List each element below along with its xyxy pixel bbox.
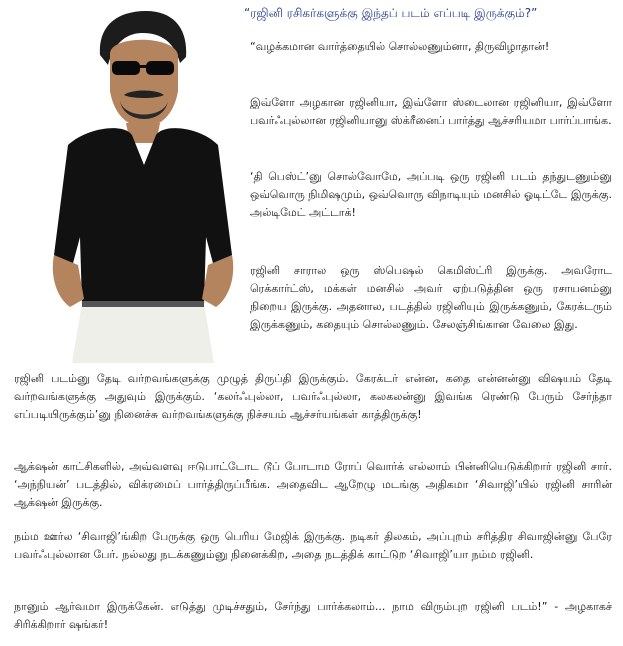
answer-paragraph: ‘தி பெஸ்ட்’னு சொல்வோமே, அப்படி ஒரு ரஜினி படம் தந்துடணும்னு ஒவ்வொரு நிமிஷமும், ஒவ்வொரு விநாடியும் மனசில் ஓடிட்டே இருக்கு. அல்டிமேட் அட்டாக்! (250, 170, 612, 219)
answer-paragraph: ரஜினி சாரால ஒரு ஸ்பெஷல் கெமிஸ்ட்ரி இருக்கு. அவரோட ரெக்கார்ட்ஸ், மக்கள் மனசில் அவர் ஏற்படுத்தின ஒரு ரசாயனம்னு நிறைய இருக்கு. அதனால, படத்தில் ரஜினியும் இருக்கணும், கேரக்டரும் இருக்கணும், கதையும் சொல்லணும். சேலஞ்சிங்கான வேலை இது. (250, 264, 612, 331)
answer-paragraph: ஆக்‌ஷன் காட்சிகளில், அவ்வளவு ஈடுபாட்டோட டூப் போடாம ரோப் வொர்க் எல்லாம் பின்னியெடுக்கிறார் ரஜினி சார். ‘அந்நியன்’ படத்தில், விக்ரமைப் பார்த்திருப்பீங்க. அதைவிட ஆறேழு மடங்கு அதிகமா ‘சிவாஜி’யில் ரஜினி சாரின் ஆக்‌ஷன் இருக்கு. (14, 460, 612, 509)
rajini-photo (28, 5, 240, 363)
answer-paragraph: இவ்ளோ அழகான ரஜினியா, இவ்ளோ ஸ்டைலான ரஜினியா, இவ்ளோ பவர்ஃபுல்லான ரஜினியானு ஸ்க்ரீனைப் பார்த்து ஆச்சரியமா பார்ப்பாங்க. (250, 96, 612, 127)
answer-paragraph: நம்ம ஊர்ல ‘சிவாஜி’ங்கிற பேருக்கு ஒரு பெரிய மேஜிக் இருக்கு. நடிகர் திலகம், அப்புறம் சரித்திர சிவாஜின்னு பேரே பவர்ஃபுல்லான பேர். நல்லது நடக்கணும்னு நினைக்கிற, அதை நடத்திக் காட்டுற ‘சிவாஜி’யா நம்ம ரஜினி. (14, 530, 612, 561)
answer-paragraph: ரஜினி படம்னு தேடி வர்றவங்களுக்கு முழுத் திருப்தி இருக்கும். கேரக்டர் என்ன, கதை என்னன்னு விஷயம் தேடி வர்றவங்களுக்கு அதுவும் இருக்கும். ‘கலர்ஃபுல்லா, பவர்ஃபுல்லா, கலகலன்னு இவங்க ரெண்டு பேரும் சேர்ந்தா எப்படியிருக்கும்’னு நினைச்சு வர்றவங்களுக்கு நிச்சயம் ஆச்சர்யங்கள் காத்திருக்கு! (14, 372, 612, 421)
answer-paragraph: நானும் ஆர்வமா இருக்கேன். எடுத்து முடிச்சதும், சேர்ந்து பார்க்கலாம்... நாம விரும்புற ரஜினி படம்!” - அழகாகச் சிரிக்கிறார் ஷங்கர்! (14, 600, 612, 631)
answer-paragraph: “வழக்கமான வார்த்தையில் சொல்லணும்னா, திருவிழாதான்! (250, 40, 550, 53)
interview-question: “ரஜினி ரசிகர்களுக்கு இந்தப் படம் எப்படி இருக்கும்?” (244, 6, 538, 20)
